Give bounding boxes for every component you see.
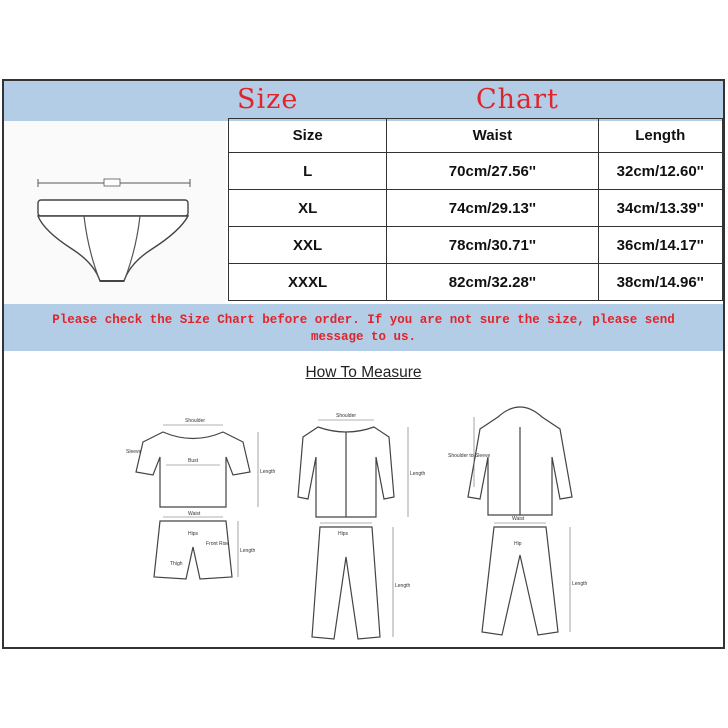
- table-header-row: [229, 119, 723, 153]
- size-table: [228, 118, 723, 301]
- cell-waist: 70cm/27.56'': [387, 153, 598, 190]
- how-to-measure-title: [4, 364, 723, 382]
- label-sleeve: Sleeve: [126, 449, 142, 455]
- how-to-measure-heading: How To Measure: [305, 364, 422, 381]
- table-row: [229, 264, 723, 301]
- underwear-product-image: [4, 121, 226, 304]
- label-hips-shorts: Hips: [188, 531, 199, 537]
- label-waist-joggers: Waist: [512, 516, 525, 522]
- label-thigh: Thigh: [170, 561, 183, 567]
- label-shoulder: Shoulder: [185, 418, 206, 424]
- label-length-trousers: Length: [395, 583, 411, 589]
- header-waist: Waist: [387, 119, 598, 153]
- title-chart: Chart: [476, 84, 559, 115]
- table-row: [229, 153, 723, 190]
- garment-diagrams: [108, 387, 618, 645]
- cell-waist: 82cm/32.28'': [387, 264, 598, 301]
- cell-length: 34cm/13.39'': [598, 190, 722, 227]
- label-shoulder-to-sleeve: Shoulder to Sleeve: [448, 453, 491, 459]
- label-bust: Bust: [188, 458, 199, 464]
- label-length-shirt: Length: [410, 471, 426, 477]
- table-row: [229, 190, 723, 227]
- title-band: [4, 81, 723, 121]
- label-length-shorts: Length: [240, 548, 256, 554]
- label-shoulder-shirt: Shoulder: [336, 413, 357, 419]
- label-hips-trousers: Hips: [338, 531, 349, 537]
- header-length: Length: [598, 119, 722, 153]
- cell-waist: 74cm/29.13'': [387, 190, 598, 227]
- header-size: Size: [229, 119, 387, 153]
- briefs-illustration: [4, 121, 226, 304]
- cell-size: L: [229, 153, 387, 190]
- label-front-rise: Front Rise: [206, 541, 230, 547]
- label-length-tshirt: Length: [260, 469, 276, 475]
- label-hip-joggers: Hip: [514, 541, 522, 547]
- cell-length: 32cm/12.60'': [598, 153, 722, 190]
- cell-length: 38cm/14.96'': [598, 264, 722, 301]
- cell-length: 36cm/14.17'': [598, 227, 722, 264]
- table-row: [229, 227, 723, 264]
- cell-size: XL: [229, 190, 387, 227]
- title-size: Size: [237, 84, 299, 115]
- cell-size: XXL: [229, 227, 387, 264]
- cell-waist: 78cm/30.71'': [387, 227, 598, 264]
- size-chart-panel: [2, 79, 725, 649]
- label-waist-shorts: Waist: [188, 511, 201, 517]
- size-notice: Please check the Size Chart before order. If you are not sure the size, please send message to us.: [4, 304, 723, 351]
- cell-size: XXXL: [229, 264, 387, 301]
- label-length-joggers: Length: [572, 581, 588, 587]
- measurement-guide-illustration: [108, 387, 618, 645]
